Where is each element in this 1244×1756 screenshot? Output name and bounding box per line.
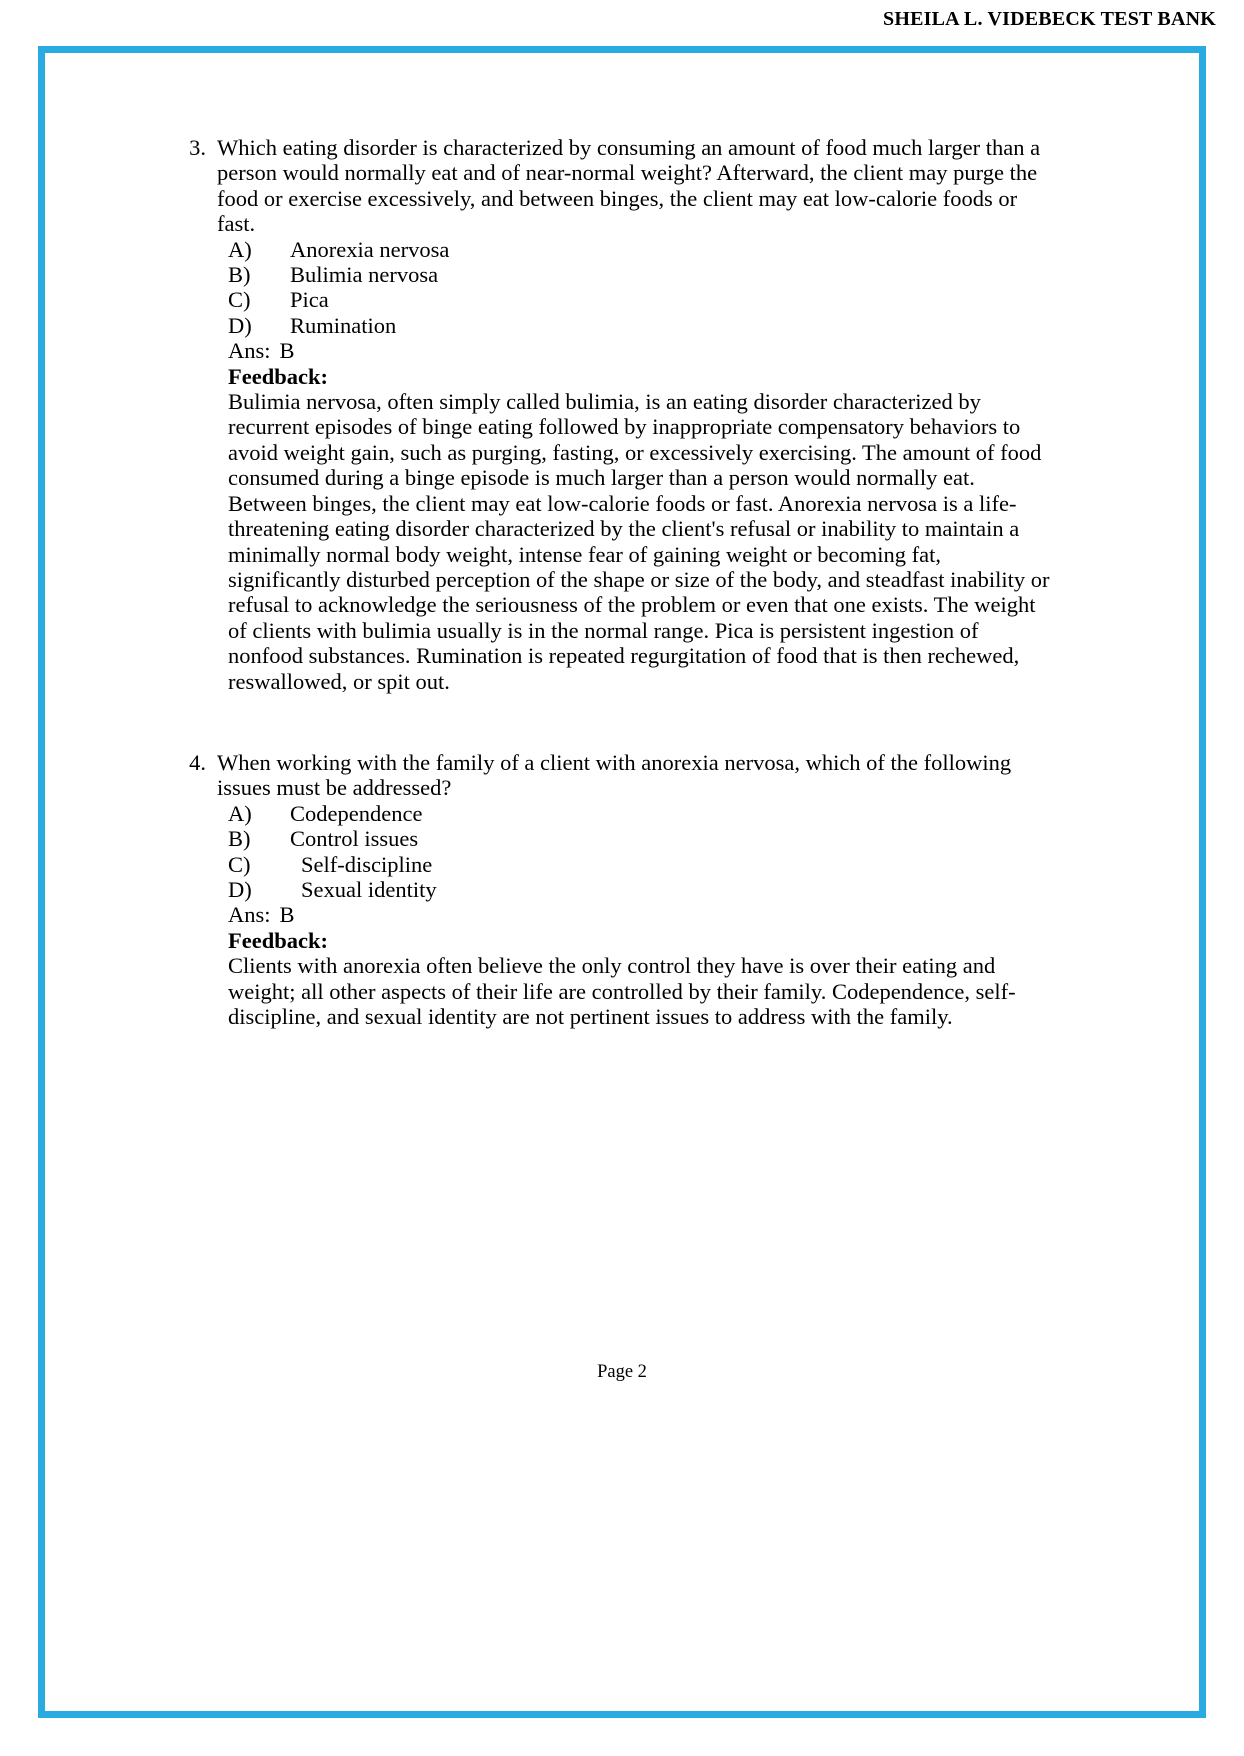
feedback-heading: Feedback: [228, 363, 328, 389]
answer-label: Ans: [228, 338, 271, 364]
option-letter: B) [228, 826, 251, 852]
option-letter: A) [228, 800, 252, 826]
option-letter: B) [228, 262, 251, 288]
option-row[interactable] [228, 826, 1055, 851]
question-spacer [183, 694, 1055, 750]
option-list [228, 237, 1055, 339]
option-label: Anorexia nervosa [290, 236, 450, 262]
option-list [228, 801, 1055, 903]
question-block [183, 750, 1055, 1029]
option-row[interactable] [228, 801, 1055, 826]
answer-value: B [279, 902, 295, 928]
option-label: Codependence [290, 800, 423, 826]
page-inner-area [55, 63, 1189, 1701]
option-letter: D) [228, 876, 252, 902]
option-row[interactable] [228, 852, 1055, 877]
running-header-title: SHEILA L. VIDEBECK TEST BANK [883, 8, 1216, 30]
question-block [183, 135, 1055, 694]
running-header [0, 8, 1244, 31]
option-letter: A) [228, 236, 252, 262]
option-label: Pica [290, 287, 329, 313]
answer-line [228, 902, 1055, 927]
option-label: Bulimia nervosa [290, 262, 439, 288]
option-label: Control issues [290, 826, 419, 852]
answer-line [228, 338, 1055, 363]
option-row[interactable] [228, 287, 1055, 312]
page-footer [55, 1362, 1189, 1383]
feedback-text: Clients with anorexia often believe the only control they have is over their eating and weight; all other aspects of their life are controlled by their family. Codependence, self-discipline, and sexual identity are not pertinent issues to address with the family. [228, 953, 1016, 1029]
document-content [183, 135, 1055, 1029]
question-number: 3. [189, 135, 206, 160]
question-text: Which eating disorder is characterized by consuming an amount of food much larger than a person would normally eat and of near-normal weight? Afterward, the client may purge the food or exercise excessively, and between binges, the client may eat low-calorie foods or fast. [217, 135, 1041, 237]
option-label: Sexual identity [301, 876, 437, 902]
question-stem [183, 750, 1055, 801]
option-letter: C) [228, 851, 251, 877]
option-row[interactable] [228, 262, 1055, 287]
feedback-text: Bulimia nervosa, often simply called bulimia, is an eating disorder characterized by recurrent episodes of binge eating followed by inappropriate compensatory behaviors to avoid weight gain, such as purging, fasting, or excessively exercising. The amount of food consumed during a binge episode is much larger than a person would normally eat. Between binges, the client may eat low-calorie foods or fast. Anorexia nervosa is a life-threatening eating disorder characterized by the client's refusal or inability to maintain a minimally normal body weight, intense fear of gaining weight or becoming fat, significantly disturbed perception of the shape or size of the body, and steadfast inability or refusal to acknowledge the seriousness of the problem or even that one exists. The weight of clients with bulimia usually is in the normal range. Pica is persistent ingestion of nonfood substances. Rumination is repeated regurgitation of food that is then rechewed, reswallowed, or spit out. [228, 389, 1050, 694]
option-row[interactable] [228, 237, 1055, 262]
page-border-frame [38, 46, 1206, 1718]
option-row[interactable] [228, 877, 1055, 902]
option-letter: D) [228, 312, 252, 338]
option-label: Rumination [290, 312, 397, 338]
question-stem [183, 135, 1055, 237]
answer-label: Ans: [228, 902, 271, 928]
question-number: 4. [189, 749, 206, 775]
option-letter: C) [228, 287, 251, 313]
option-label: Self-discipline [301, 851, 433, 877]
feedback-heading: Feedback: [228, 927, 328, 953]
option-row[interactable] [228, 313, 1055, 338]
page-number-label: Page 2 [597, 1362, 647, 1382]
question-text: When working with the family of a client with anorexia nervosa, which of the following issues must be addressed? [217, 749, 1012, 801]
answer-value: B [279, 338, 295, 364]
